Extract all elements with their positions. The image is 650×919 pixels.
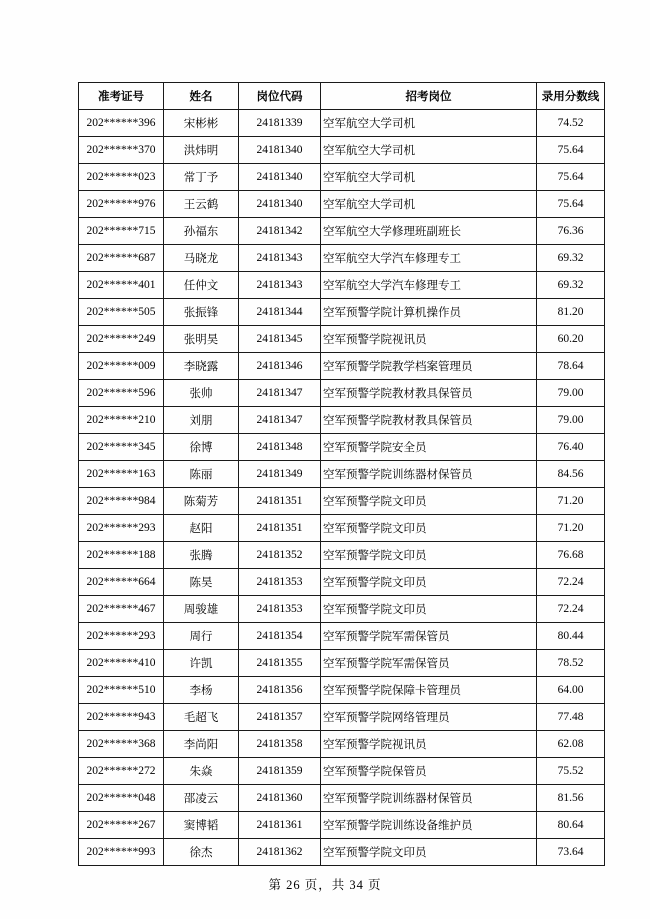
cell-name: 李杨 xyxy=(164,677,239,704)
cell-position: 空军预警学院训练器材保管员 xyxy=(321,461,537,488)
cell-position-code: 24181358 xyxy=(239,731,321,758)
cell-position-code: 24181349 xyxy=(239,461,321,488)
cell-score: 69.32 xyxy=(537,245,605,272)
cell-admission-number: 202******396 xyxy=(79,110,164,137)
cell-score: 75.64 xyxy=(537,191,605,218)
table-row xyxy=(79,650,605,677)
cell-position: 空军预警学院视讯员 xyxy=(321,326,537,353)
cell-admission-number: 202******510 xyxy=(79,677,164,704)
column-header-name: 姓名 xyxy=(164,83,239,110)
score-table xyxy=(78,82,605,866)
table-row xyxy=(79,353,605,380)
cell-position-code: 24181340 xyxy=(239,137,321,164)
cell-admission-number: 202******984 xyxy=(79,488,164,515)
cell-admission-number: 202******267 xyxy=(79,812,164,839)
cell-name: 王云鹤 xyxy=(164,191,239,218)
cell-admission-number: 202******410 xyxy=(79,650,164,677)
cell-admission-number: 202******664 xyxy=(79,569,164,596)
cell-name: 陈菊芳 xyxy=(164,488,239,515)
table-header-row xyxy=(79,83,605,110)
cell-name: 许凯 xyxy=(164,650,239,677)
cell-position-code: 24181348 xyxy=(239,434,321,461)
table-row xyxy=(79,839,605,866)
cell-admission-number: 202******249 xyxy=(79,326,164,353)
table-row xyxy=(79,299,605,326)
cell-score: 79.00 xyxy=(537,407,605,434)
cell-position: 空军预警学院训练设备维护员 xyxy=(321,812,537,839)
cell-position-code: 24181359 xyxy=(239,758,321,785)
table-row xyxy=(79,434,605,461)
cell-position: 空军预警学院视讯员 xyxy=(321,731,537,758)
cell-admission-number: 202******467 xyxy=(79,596,164,623)
cell-name: 陈昊 xyxy=(164,569,239,596)
cell-score: 62.08 xyxy=(537,731,605,758)
cell-score: 79.00 xyxy=(537,380,605,407)
cell-name: 马晓龙 xyxy=(164,245,239,272)
cell-position-code: 24181352 xyxy=(239,542,321,569)
column-header-score: 录用分数线 xyxy=(537,83,605,110)
table-row xyxy=(79,569,605,596)
cell-position-code: 24181351 xyxy=(239,488,321,515)
table-body xyxy=(79,110,605,866)
table-row xyxy=(79,488,605,515)
cell-name: 窦博韬 xyxy=(164,812,239,839)
cell-admission-number: 202******370 xyxy=(79,137,164,164)
page-number-footer: 第 26 页，共 34 页 xyxy=(268,878,382,892)
cell-name: 邵凌云 xyxy=(164,785,239,812)
cell-name: 张振锋 xyxy=(164,299,239,326)
cell-name: 李尚阳 xyxy=(164,731,239,758)
cell-score: 78.64 xyxy=(537,353,605,380)
cell-position-code: 24181360 xyxy=(239,785,321,812)
cell-score: 80.44 xyxy=(537,623,605,650)
table-row xyxy=(79,812,605,839)
cell-position-code: 24181345 xyxy=(239,326,321,353)
cell-score: 72.24 xyxy=(537,569,605,596)
cell-score: 76.36 xyxy=(537,218,605,245)
cell-score: 81.56 xyxy=(537,785,605,812)
cell-admission-number: 202******272 xyxy=(79,758,164,785)
cell-position: 空军航空大学司机 xyxy=(321,137,537,164)
table-row xyxy=(79,191,605,218)
cell-position-code: 24181344 xyxy=(239,299,321,326)
cell-name: 赵阳 xyxy=(164,515,239,542)
cell-position: 空军预警学院教材教具保管员 xyxy=(321,380,537,407)
cell-position: 空军预警学院安全员 xyxy=(321,434,537,461)
table-row xyxy=(79,731,605,758)
cell-position: 空军预警学院文印员 xyxy=(321,569,537,596)
cell-score: 72.24 xyxy=(537,596,605,623)
cell-position: 空军航空大学汽车修理专工 xyxy=(321,272,537,299)
cell-name: 徐杰 xyxy=(164,839,239,866)
cell-name: 常丁予 xyxy=(164,164,239,191)
cell-position: 空军预警学院文印员 xyxy=(321,542,537,569)
cell-score: 74.52 xyxy=(537,110,605,137)
table-row xyxy=(79,137,605,164)
column-header-position-code: 岗位代码 xyxy=(239,83,321,110)
cell-position-code: 24181357 xyxy=(239,704,321,731)
cell-position-code: 24181343 xyxy=(239,272,321,299)
table-row xyxy=(79,380,605,407)
cell-admission-number: 202******596 xyxy=(79,380,164,407)
cell-admission-number: 202******163 xyxy=(79,461,164,488)
table-row xyxy=(79,677,605,704)
cell-score: 76.40 xyxy=(537,434,605,461)
table-row xyxy=(79,164,605,191)
cell-position: 空军预警学院文印员 xyxy=(321,596,537,623)
table-row xyxy=(79,326,605,353)
cell-name: 张腾 xyxy=(164,542,239,569)
cell-score: 84.56 xyxy=(537,461,605,488)
cell-admission-number: 202******715 xyxy=(79,218,164,245)
cell-name: 陈丽 xyxy=(164,461,239,488)
cell-name: 宋彬彬 xyxy=(164,110,239,137)
cell-name: 周骏雄 xyxy=(164,596,239,623)
cell-admission-number: 202******943 xyxy=(79,704,164,731)
cell-admission-number: 202******993 xyxy=(79,839,164,866)
cell-name: 刘朋 xyxy=(164,407,239,434)
cell-score: 81.20 xyxy=(537,299,605,326)
cell-score: 60.20 xyxy=(537,326,605,353)
cell-position: 空军预警学院军需保管员 xyxy=(321,650,537,677)
cell-admission-number: 202******293 xyxy=(79,515,164,542)
table-header xyxy=(79,83,605,110)
cell-admission-number: 202******401 xyxy=(79,272,164,299)
cell-name: 李晓露 xyxy=(164,353,239,380)
cell-score: 78.52 xyxy=(537,650,605,677)
cell-position-code: 24181361 xyxy=(239,812,321,839)
table-row xyxy=(79,515,605,542)
cell-position: 空军航空大学司机 xyxy=(321,164,537,191)
cell-admission-number: 202******009 xyxy=(79,353,164,380)
cell-position: 空军航空大学司机 xyxy=(321,191,537,218)
cell-position: 空军预警学院文印员 xyxy=(321,515,537,542)
column-header-admission-number: 准考证号 xyxy=(79,83,164,110)
cell-admission-number: 202******505 xyxy=(79,299,164,326)
cell-position-code: 24181347 xyxy=(239,407,321,434)
table-row xyxy=(79,758,605,785)
cell-score: 76.68 xyxy=(537,542,605,569)
cell-admission-number: 202******210 xyxy=(79,407,164,434)
cell-admission-number: 202******048 xyxy=(79,785,164,812)
cell-position: 空军预警学院网络管理员 xyxy=(321,704,537,731)
cell-position-code: 24181353 xyxy=(239,569,321,596)
cell-position: 空军航空大学司机 xyxy=(321,110,537,137)
cell-score: 73.64 xyxy=(537,839,605,866)
cell-score: 64.00 xyxy=(537,677,605,704)
cell-position: 空军预警学院文印员 xyxy=(321,839,537,866)
table-row xyxy=(79,704,605,731)
cell-score: 71.20 xyxy=(537,515,605,542)
cell-position: 空军航空大学汽车修理专工 xyxy=(321,245,537,272)
cell-admission-number: 202******023 xyxy=(79,164,164,191)
cell-position-code: 24181355 xyxy=(239,650,321,677)
column-header-position: 招考岗位 xyxy=(321,83,537,110)
cell-admission-number: 202******188 xyxy=(79,542,164,569)
cell-position-code: 24181343 xyxy=(239,245,321,272)
cell-score: 80.64 xyxy=(537,812,605,839)
cell-position-code: 24181339 xyxy=(239,110,321,137)
cell-name: 朱焱 xyxy=(164,758,239,785)
table-row xyxy=(79,272,605,299)
cell-admission-number: 202******368 xyxy=(79,731,164,758)
cell-position: 空军预警学院军需保管员 xyxy=(321,623,537,650)
cell-position: 空军预警学院教材教具保管员 xyxy=(321,407,537,434)
cell-position-code: 24181347 xyxy=(239,380,321,407)
cell-position-code: 24181346 xyxy=(239,353,321,380)
cell-position: 空军预警学院文印员 xyxy=(321,488,537,515)
cell-score: 75.64 xyxy=(537,137,605,164)
cell-position-code: 24181340 xyxy=(239,191,321,218)
table-row xyxy=(79,407,605,434)
cell-name: 周行 xyxy=(164,623,239,650)
cell-score: 75.64 xyxy=(537,164,605,191)
cell-position-code: 24181340 xyxy=(239,164,321,191)
cell-name: 张明昊 xyxy=(164,326,239,353)
table-row xyxy=(79,245,605,272)
cell-position-code: 24181356 xyxy=(239,677,321,704)
cell-position: 空军预警学院计算机操作员 xyxy=(321,299,537,326)
table-row xyxy=(79,110,605,137)
cell-position: 空军航空大学修理班副班长 xyxy=(321,218,537,245)
table-row xyxy=(79,461,605,488)
cell-name: 任仲文 xyxy=(164,272,239,299)
cell-score: 71.20 xyxy=(537,488,605,515)
cell-name: 洪炜明 xyxy=(164,137,239,164)
cell-admission-number: 202******293 xyxy=(79,623,164,650)
cell-position-code: 24181342 xyxy=(239,218,321,245)
cell-name: 毛超飞 xyxy=(164,704,239,731)
cell-name: 孙福东 xyxy=(164,218,239,245)
cell-position: 空军预警学院训练器材保管员 xyxy=(321,785,537,812)
cell-score: 75.52 xyxy=(537,758,605,785)
table-row xyxy=(79,218,605,245)
cell-position-code: 24181353 xyxy=(239,596,321,623)
cell-score: 77.48 xyxy=(537,704,605,731)
cell-name: 张帅 xyxy=(164,380,239,407)
table-row xyxy=(79,596,605,623)
cell-admission-number: 202******687 xyxy=(79,245,164,272)
table-row xyxy=(79,542,605,569)
cell-position-code: 24181362 xyxy=(239,839,321,866)
table-row xyxy=(79,785,605,812)
cell-admission-number: 202******345 xyxy=(79,434,164,461)
cell-position: 空军预警学院保障卡管理员 xyxy=(321,677,537,704)
cell-admission-number: 202******976 xyxy=(79,191,164,218)
table-row xyxy=(79,623,605,650)
cell-position-code: 24181351 xyxy=(239,515,321,542)
cell-position: 空军预警学院教学档案管理员 xyxy=(321,353,537,380)
cell-score: 69.32 xyxy=(537,272,605,299)
cell-position: 空军预警学院保管员 xyxy=(321,758,537,785)
cell-name: 徐博 xyxy=(164,434,239,461)
cell-position-code: 24181354 xyxy=(239,623,321,650)
